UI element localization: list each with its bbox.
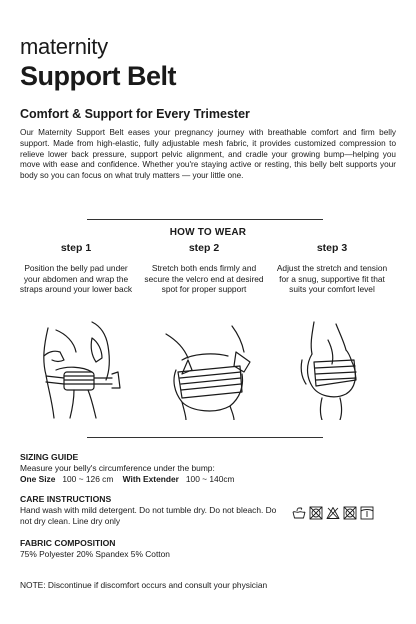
title-support-belt: Support Belt	[20, 61, 176, 91]
step-1	[16, 241, 136, 295]
note-text: NOTE: Discontinue if discomfort occurs and consult your physician	[20, 580, 268, 590]
divider-top	[87, 219, 323, 220]
subtitle: Comfort & Support for Every Trimester	[20, 107, 250, 121]
divider-bottom	[87, 437, 323, 438]
no-dry-clean-icon	[343, 506, 357, 520]
no-tumble-dry-icon	[309, 506, 323, 520]
step-1-label: step 1	[60, 242, 92, 254]
step-2-illustration	[152, 320, 262, 420]
no-bleach-icon	[326, 506, 340, 520]
line-dry-icon	[360, 506, 374, 520]
extender-value: 100 ~ 140cm	[185, 474, 235, 484]
step-3-text: Adjust the stretch and tension for a snug, supportive fit that suits your comfort level	[276, 263, 388, 295]
step-3	[272, 241, 392, 295]
step-1-text: Position the belly pad under your abdomen and wrap the straps around your lower back	[19, 263, 133, 295]
step-2-label: step 2	[188, 242, 220, 254]
one-size-label: One Size	[20, 474, 56, 484]
sizing-values	[20, 474, 235, 485]
fabric-composition-text: 75% Polyester 20% Spandex 5% Cotton	[20, 549, 170, 559]
one-size-value: 100 ~ 126 cm	[62, 474, 114, 484]
sizing-guide-heading: SIZING GUIDE	[20, 452, 79, 462]
hand-wash-icon	[292, 506, 306, 520]
step-1-illustration	[26, 320, 136, 420]
how-to-wear-heading: HOW TO WEAR	[169, 227, 247, 238]
step-3-label: step 3	[316, 242, 348, 254]
step-2-text: Stretch both ends firmly and secure the velcro end at desired spot for proper support	[144, 263, 264, 295]
care-symbols	[292, 506, 378, 522]
care-instructions-heading: CARE INSTRUCTIONS	[20, 494, 112, 504]
title-maternity: maternity	[20, 34, 108, 59]
extender-label: With Extender	[122, 474, 179, 484]
fabric-composition-heading: FABRIC COMPOSITION	[20, 538, 116, 548]
step-3-illustration	[284, 320, 394, 420]
sizing-guide-text: Measure your belly's circumference under the bump:	[20, 463, 215, 473]
care-instructions-text: Hand wash with mild detergent. Do not tumble dry. Do not bleach. Do not dry clean. Line dry only	[20, 505, 277, 526]
intro-paragraph: Our Maternity Support Belt eases your pregnancy journey with breathable comfort and firm belly support. Made from high-elastic, fully adjustable mesh fabric, it provides customized compression to relieve lower back pressure, support pelvic alignment, and cradle your growing bump—helping you move with ease and confidence. Whether you're staying active or resting, this belly belt supports your body so you can focus on what truly matters — your little one.	[20, 128, 396, 181]
step-2	[144, 241, 264, 295]
